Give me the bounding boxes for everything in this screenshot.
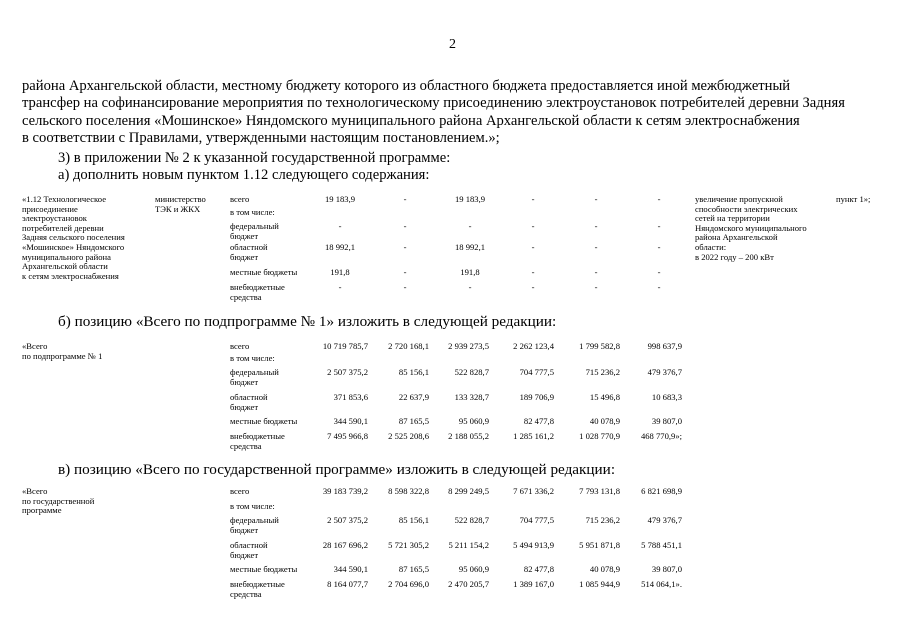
- table-cell: 5 951 871,8: [579, 540, 620, 550]
- intro-line: района Архангельской области, местному бюджету которого из областного бюджета предоставляется иной межбюджетный: [22, 78, 791, 94]
- row-name: Архангельской области: [22, 261, 108, 272]
- table-cell: -: [594, 242, 598, 252]
- table-cell: 514 064,1».: [641, 579, 682, 589]
- expected-result: в 2022 году – 200 кВт: [695, 251, 774, 262]
- table-cell: -: [531, 267, 535, 277]
- budget-label: в том числе:: [230, 353, 275, 363]
- table-cell: 7 793 131,8: [579, 486, 620, 496]
- table-cell: 2 188 055,2: [448, 431, 489, 441]
- table-cell: 344 590,1: [333, 564, 368, 574]
- table-cell: 704 777,5: [519, 367, 554, 377]
- table-cell: -: [531, 194, 535, 204]
- budget-label: бюджет: [230, 549, 259, 560]
- page-number: 2: [449, 37, 456, 52]
- budget-label: внебюджетные: [230, 282, 285, 292]
- row-name: «Всего: [22, 486, 48, 496]
- table-cell: -: [338, 282, 342, 292]
- budget-label: внебюджетные: [230, 579, 285, 589]
- result-end-ref: пункт 1»;: [836, 194, 871, 204]
- table-cell: 715 236,2: [585, 515, 620, 525]
- table-cell: -: [594, 267, 598, 277]
- budget-label: средства: [230, 291, 262, 302]
- budget-label: бюджет: [230, 251, 259, 262]
- table-cell: 82 477,8: [523, 564, 554, 574]
- table-cell: 189 706,9: [519, 392, 554, 402]
- table-cell: -: [594, 221, 598, 231]
- table-cell: 39 183 739,2: [322, 486, 368, 496]
- table-cell: -: [468, 221, 472, 231]
- table-cell: -: [338, 221, 342, 231]
- table-cell: -: [403, 267, 407, 277]
- row-name: электроустановок: [22, 213, 87, 224]
- intro-line: сельского поселения «Мошинское» Няндомского муниципального района Архангельской области к сетям электроснабжения: [22, 112, 800, 129]
- table-cell: 39 807,0: [651, 416, 682, 426]
- responsible: ТЭК и ЖКХ: [155, 203, 201, 214]
- table-cell: 2 470 205,7: [448, 579, 489, 589]
- budget-label: бюджет: [230, 524, 259, 535]
- table-cell: 8 299 249,5: [448, 486, 489, 496]
- budget-label: местные бюджеты: [230, 564, 298, 574]
- row-name: «Всего: [22, 341, 48, 351]
- row-name: Задняя сельского поселения: [22, 232, 125, 243]
- table-cell: 7 495 966,8: [327, 431, 368, 441]
- expected-result: района Архангельской: [695, 232, 778, 243]
- table-cell: 5 788 451,1: [641, 540, 682, 550]
- budget-label: местные бюджеты: [230, 416, 298, 426]
- row-name: к сетям электроснабжения: [22, 270, 119, 281]
- table-cell: 85 156,1: [398, 367, 429, 377]
- table-cell: 39 807,0: [651, 564, 682, 574]
- table-cell: 18 992,1: [454, 242, 486, 252]
- budget-label: в том числе:: [230, 501, 275, 511]
- expected-result: увеличение пропускной: [695, 194, 783, 204]
- row-name: муниципального района: [22, 251, 111, 262]
- table-cell: 479 376,7: [647, 367, 682, 377]
- table-cell: 715 236,2: [585, 367, 620, 377]
- table-cell: 344 590,1: [333, 416, 368, 426]
- table-cell: 1 028 770,9: [579, 431, 620, 441]
- budget-label: бюджет: [230, 376, 259, 387]
- table-cell: 2 939 273,5: [448, 341, 489, 351]
- table-cell: 22 637,9: [398, 392, 429, 402]
- row-name: присоединение: [22, 203, 78, 214]
- table-cell: -: [531, 242, 535, 252]
- table-cell: -: [403, 221, 407, 231]
- expected-result: Няндомского муниципального: [695, 222, 807, 233]
- table-cell: 468 770,9»;: [640, 431, 682, 441]
- row-name: программе: [22, 505, 62, 516]
- table-cell: -: [594, 282, 598, 292]
- table-cell: -: [403, 242, 407, 252]
- budget-label: федеральный: [230, 221, 279, 231]
- table-cell: 2 507 375,2: [327, 515, 368, 525]
- table-cell: -: [657, 221, 661, 231]
- table-cell: 2 525 208,6: [388, 431, 429, 441]
- table-cell: 15 496,8: [589, 392, 620, 402]
- table-cell: 191,8: [330, 267, 350, 277]
- row-name: «Мошинское» Няндомского: [22, 242, 125, 252]
- responsible: министерство: [155, 194, 206, 204]
- budget-label: бюджет: [230, 401, 259, 412]
- table-cell: 1 389 167,0: [513, 579, 554, 589]
- intro-line: в соответствии с Правилами, утвержденными настоящим постановлением.»;: [22, 129, 500, 146]
- item-b-heading: б) позицию «Всего по подпрограмме № 1» изложить в следующей редакции:: [58, 313, 557, 330]
- budget-label: средства: [230, 440, 262, 451]
- table-cell: 133 328,7: [454, 392, 489, 402]
- table-cell: 10 719 785,7: [322, 341, 368, 351]
- table-cell: 10 683,3: [651, 392, 682, 402]
- budget-label: внебюджетные: [230, 431, 285, 441]
- table-cell: -: [531, 221, 535, 231]
- table-cell: -: [594, 194, 598, 204]
- table-cell: 6 821 698,9: [641, 486, 682, 496]
- table-cell: 522 828,7: [454, 515, 489, 525]
- table-cell: 479 376,7: [647, 515, 682, 525]
- table-cell: 18 992,1: [324, 242, 356, 252]
- budget-label: федеральный: [230, 367, 279, 377]
- table-cell: 28 167 696,2: [322, 540, 368, 550]
- table-cell: 371 853,6: [333, 392, 368, 402]
- table-cell: -: [657, 242, 661, 252]
- row-name: по государственной: [22, 495, 95, 506]
- table-cell: 87 165,5: [398, 416, 429, 426]
- budget-label: средства: [230, 588, 262, 599]
- table-cell: 87 165,5: [398, 564, 429, 574]
- table-cell: 2 704 696,0: [388, 579, 429, 589]
- table-cell: 5 211 154,2: [448, 540, 489, 550]
- budget-label: бюджет: [230, 230, 259, 241]
- table-cell: 8 598 322,8: [388, 486, 429, 496]
- budget-label: местные бюджеты: [230, 267, 298, 277]
- table-cell: -: [657, 267, 661, 277]
- table-cell: 1 285 161,2: [513, 431, 554, 441]
- expected-result: области:: [695, 242, 727, 252]
- table-cell: 82 477,8: [523, 416, 554, 426]
- budget-label: всего: [230, 194, 250, 204]
- table-cell: 7 671 336,2: [513, 486, 554, 496]
- intro-line: трансфер на софинансирование мероприятия по технологическому присоединению электроустановок потребителей деревни Задняя: [22, 95, 845, 112]
- budget-label: всего: [230, 341, 250, 351]
- item-a-heading: а) дополнить новым пунктом 1.12 следующего содержания:: [58, 167, 430, 183]
- expected-result: способности электрических: [695, 203, 798, 214]
- table-cell: 522 828,7: [454, 367, 489, 377]
- table-cell: 8 164 077,7: [327, 579, 368, 589]
- budget-label: всего: [230, 486, 250, 496]
- budget-label: областной: [230, 540, 268, 550]
- table-cell: 19 183,9: [454, 194, 486, 204]
- table-cell: -: [657, 194, 661, 204]
- expected-result: сетей на территории: [695, 213, 770, 224]
- table-cell: 95 060,9: [458, 564, 489, 574]
- table-cell: 19 183,9: [324, 194, 356, 204]
- table-cell: -: [531, 282, 535, 292]
- table-cell: 998 637,9: [647, 341, 682, 351]
- budget-label: федеральный: [230, 515, 279, 525]
- table-cell: -: [468, 282, 472, 292]
- table-cell: -: [403, 194, 407, 204]
- intro-paragraph: [22, 78, 875, 147]
- table-cell: 85 156,1: [398, 515, 429, 525]
- table-cell: 40 078,9: [589, 416, 620, 426]
- table-cell: 1 799 582,8: [579, 341, 620, 351]
- table-cell: 95 060,9: [458, 416, 489, 426]
- table-cell: 1 085 944,9: [579, 579, 620, 589]
- budget-label: в том числе:: [230, 207, 275, 217]
- table-cell: 191,8: [460, 267, 480, 277]
- table-cell: -: [657, 282, 661, 292]
- table-cell: 5 721 305,2: [388, 540, 429, 550]
- table-cell: 2 262 123,4: [513, 341, 554, 351]
- table-cell: 40 078,9: [589, 564, 620, 574]
- item-3-heading: 3) в приложении № 2 к указанной государственной программе:: [58, 150, 451, 166]
- row-name: потребителей деревни: [22, 222, 104, 233]
- table-cell: 5 494 913,9: [513, 540, 554, 550]
- budget-label: областной: [230, 392, 268, 402]
- table-cell: 704 777,5: [519, 515, 554, 525]
- row-name: по подпрограмме № 1: [22, 350, 103, 361]
- table-cell: 2 507 375,2: [327, 367, 368, 377]
- table-cell: -: [403, 282, 407, 292]
- row-name: «1.12 Технологическое: [22, 194, 107, 204]
- table-cell: 2 720 168,1: [388, 341, 429, 351]
- budget-label: областной: [230, 242, 268, 252]
- item-c-heading: в) позицию «Всего по государственной программе» изложить в следующей редакции:: [58, 461, 616, 478]
